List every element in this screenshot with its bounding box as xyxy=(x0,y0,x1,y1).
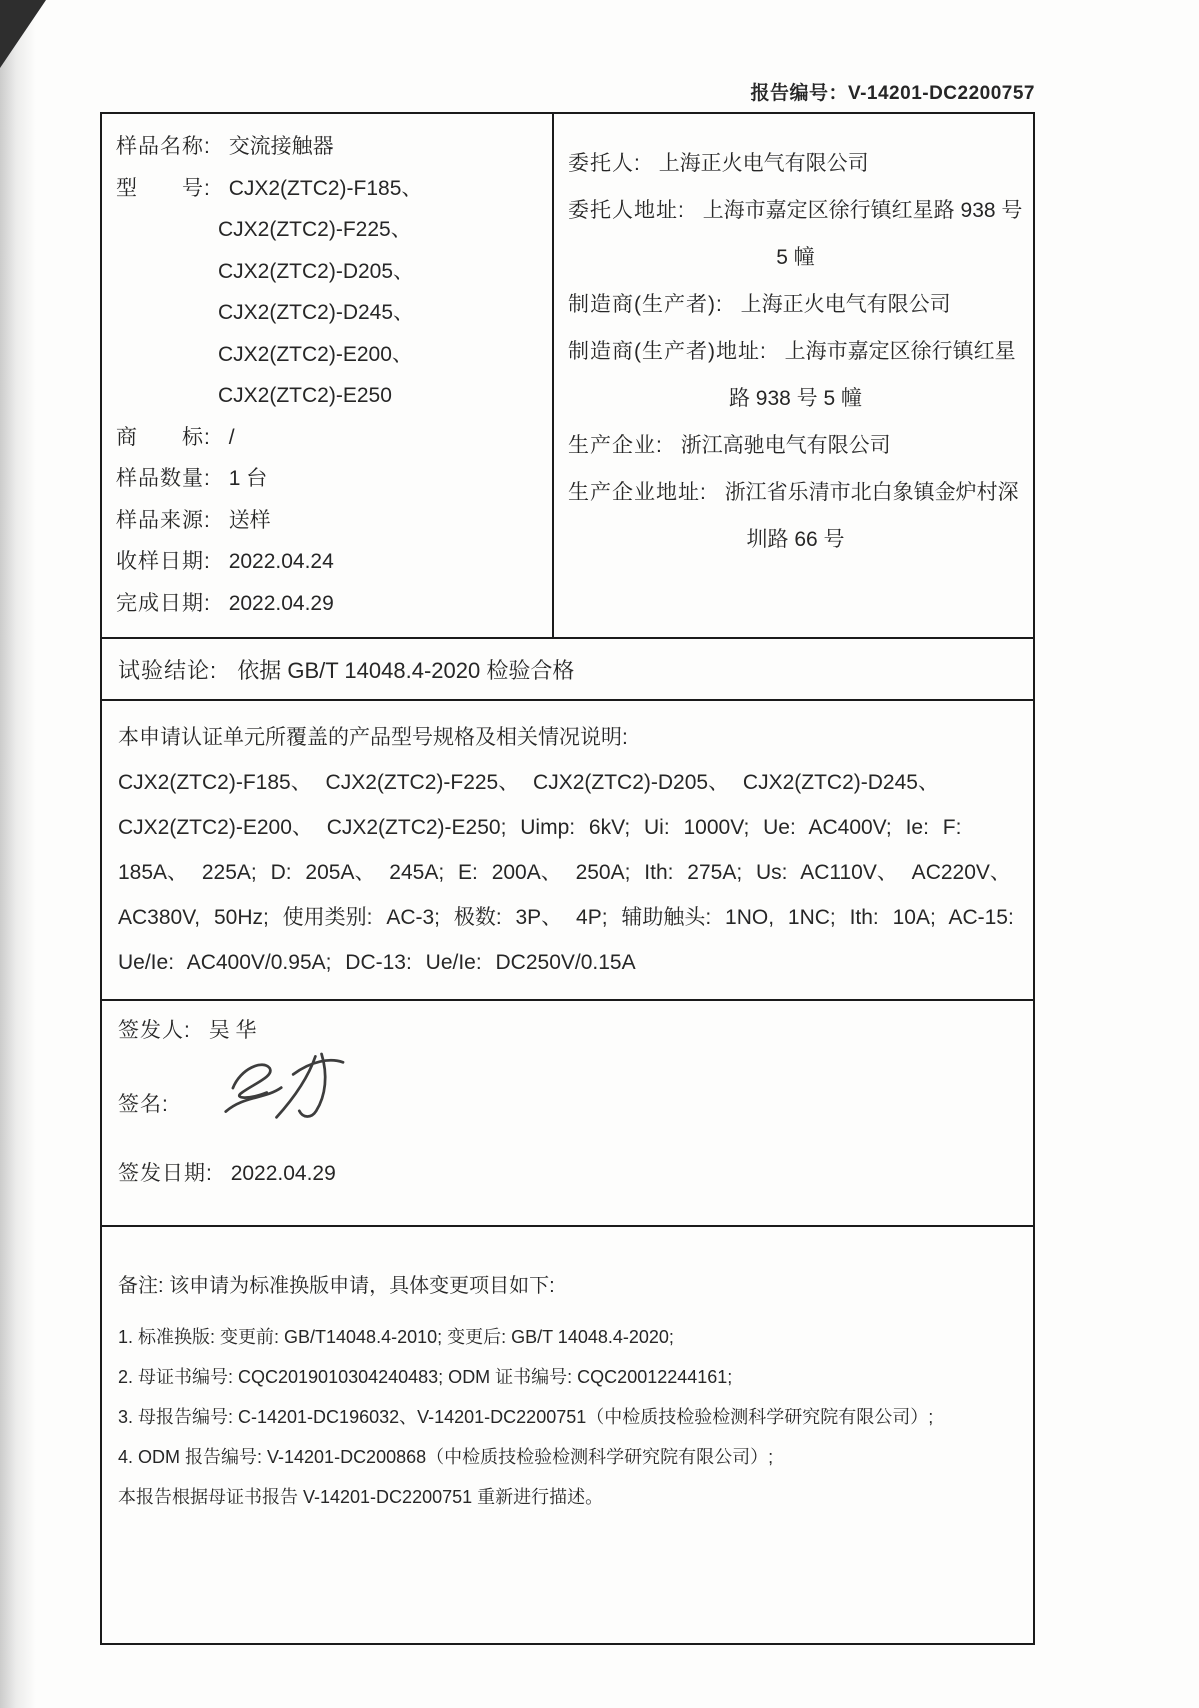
model-value-5: CJX2(ZTC2)-E200、 xyxy=(218,342,413,366)
signoff-section xyxy=(102,999,1033,1225)
remark-item-2: 2. 母证书编号: CQC2019010304240483; ODM 证书编号: CQC20012244161; xyxy=(118,1367,733,1387)
client-value: 上海正火电气有限公司 xyxy=(658,152,869,175)
report-table xyxy=(100,112,1035,1645)
sample-name-row xyxy=(116,126,540,168)
remark-item-3: 3. 母报告编号: C-14201-DC196032、V-14201-DC2200751（中检质技检验检测科学研究院有限公司）; xyxy=(118,1407,934,1427)
received-date-row xyxy=(116,541,540,583)
factory-row xyxy=(568,422,1023,469)
coverage-heading: 本申请认证单元所覆盖的产品型号规格及相关情况说明: xyxy=(118,726,628,749)
factory-label: 生产企业: xyxy=(568,434,663,457)
issue-date-value: 2022.04.29 xyxy=(230,1162,336,1185)
manufacturer-address-value-line2: 路 938 号 5 幢 xyxy=(728,387,863,410)
client-address-label: 委托人地址: xyxy=(568,199,685,222)
model-value-4: CJX2(ZTC2)-D245、 xyxy=(218,301,415,324)
model-value-3: CJX2(ZTC2)-D205、 xyxy=(218,259,415,283)
report-number xyxy=(100,78,1035,105)
manufacturer-label: 制造商(生产者): xyxy=(568,293,723,316)
remarks-title: 备注: 该申请为标准换版申请，具体变更项目如下: xyxy=(118,1275,555,1297)
issuer-row xyxy=(118,1013,1021,1049)
coverage-line: CJX2(ZTC2)-F185、 CJX2(ZTC2)-F225、 CJX2(ZTC2)-D205、 CJX2(ZTC2)-D245、 xyxy=(118,771,939,794)
source-value: 送样 xyxy=(228,508,271,532)
model-value-1: CJX2(ZTC2)-F185、 xyxy=(228,176,423,200)
remark-footnote: 本报告根据母证书报告 V-14201-DC2200751 重新进行描述。 xyxy=(118,1487,604,1507)
quantity-label: 样品数量: xyxy=(116,467,211,490)
client-address-value-line2: 5 幢 xyxy=(776,246,815,269)
coverage-line: CJX2(ZTC2)-E200、 CJX2(ZTC2)-E250; Uimp: 6kV; Ui: 1000V; Ue: AC400V; Ie: F: xyxy=(118,816,962,839)
scan-edge-artifact xyxy=(0,0,36,1708)
handwritten-signature xyxy=(213,1043,377,1135)
trademark-row xyxy=(116,417,540,459)
coverage-section xyxy=(102,699,1033,999)
report-number-value: V-14201-DC2200757 xyxy=(847,83,1035,104)
issuer-name: 吴 华 xyxy=(208,1019,257,1042)
manufacturer-value: 上海正火电气有限公司 xyxy=(740,293,951,316)
sample-info-cell xyxy=(102,114,554,637)
source-row xyxy=(116,500,540,542)
completed-date-label: 完成日期: xyxy=(116,591,211,615)
quantity-row xyxy=(116,458,540,500)
issue-date-row xyxy=(118,1159,1021,1189)
client-row xyxy=(568,140,1023,187)
manufacturer-address-row xyxy=(568,328,1023,375)
received-date-label: 收样日期: xyxy=(116,550,211,573)
model-value-6: CJX2(ZTC2)-E250 xyxy=(218,384,392,407)
factory-address-value-line1: 浙江省乐清市北白象镇金炉村深 xyxy=(724,481,1019,504)
remark-item-4: 4. ODM 报告编号: V-14201-DC200868（中检质技检验检测科学研究院有限公司）; xyxy=(118,1447,774,1467)
manufacturer-address-label: 制造商(生产者)地址: xyxy=(568,340,767,363)
client-info-cell xyxy=(554,114,1033,637)
source-label: 样品来源: xyxy=(116,508,211,532)
model-label: 型 号: xyxy=(116,176,211,200)
completed-date-value: 2022.04.29 xyxy=(228,591,334,615)
signature-row xyxy=(118,1063,1021,1143)
issuer-label: 签发人: xyxy=(118,1019,191,1042)
coverage-line: Ue/Ie: AC400V/0.95A; DC-13: Ue/Ie: DC250V/0.15A xyxy=(118,951,636,974)
remark-item-1: 1. 标准换版: 变更前: GB/T14048.4-2010; 变更后: GB/T 14048.4-2020; xyxy=(118,1327,674,1347)
model-row xyxy=(116,168,540,210)
sample-name-value: 交流接触器 xyxy=(228,135,334,158)
manufacturer-row xyxy=(568,281,1023,328)
issue-date-label: 签发日期: xyxy=(118,1162,213,1185)
factory-address-value-line2: 圳路 66 号 xyxy=(746,528,845,551)
client-label: 委托人: xyxy=(568,152,641,175)
manufacturer-address-value-line1: 上海市嘉定区徐行镇红星 xyxy=(784,340,1016,363)
sample-client-section xyxy=(102,114,1033,637)
factory-address-row xyxy=(568,469,1023,516)
factory-value: 浙江高驰电气有限公司 xyxy=(680,434,891,457)
signature-label: 签名: xyxy=(118,1093,169,1116)
client-address-value-line1: 上海市嘉定区徐行镇红星路 938 号 xyxy=(702,199,1023,222)
trademark-value: / xyxy=(228,425,235,449)
sample-name-label: 样品名称: xyxy=(116,135,211,158)
conclusion-text: 依据 GB/T 14048.4-2020 检验合格 xyxy=(237,658,575,683)
client-address-row xyxy=(568,187,1023,234)
quantity-value: 1 台 xyxy=(228,467,268,490)
coverage-line: 185A、 225A; D: 205A、 245A; E: 200A、 250A; Ith: 275A; Us: AC110V、 AC220V、 xyxy=(118,861,1011,884)
report-number-label: 报告编号： xyxy=(750,83,848,104)
conclusion-section xyxy=(102,637,1033,699)
trademark-label: 商 标: xyxy=(116,425,211,449)
remarks-section xyxy=(102,1225,1033,1643)
coverage-line: AC380V, 50Hz; 使用类别: AC-3; 极数: 3P、 4P; 辅助触头: 1NO, 1NC; Ith: 10A; AC-15: xyxy=(118,906,1014,929)
conclusion-label: 试验结论: xyxy=(118,658,218,683)
received-date-value: 2022.04.24 xyxy=(228,550,334,573)
factory-address-label: 生产企业地址: xyxy=(568,481,707,504)
completed-date-row xyxy=(116,583,540,625)
model-value-2: CJX2(ZTC2)-F225、 xyxy=(218,218,412,241)
